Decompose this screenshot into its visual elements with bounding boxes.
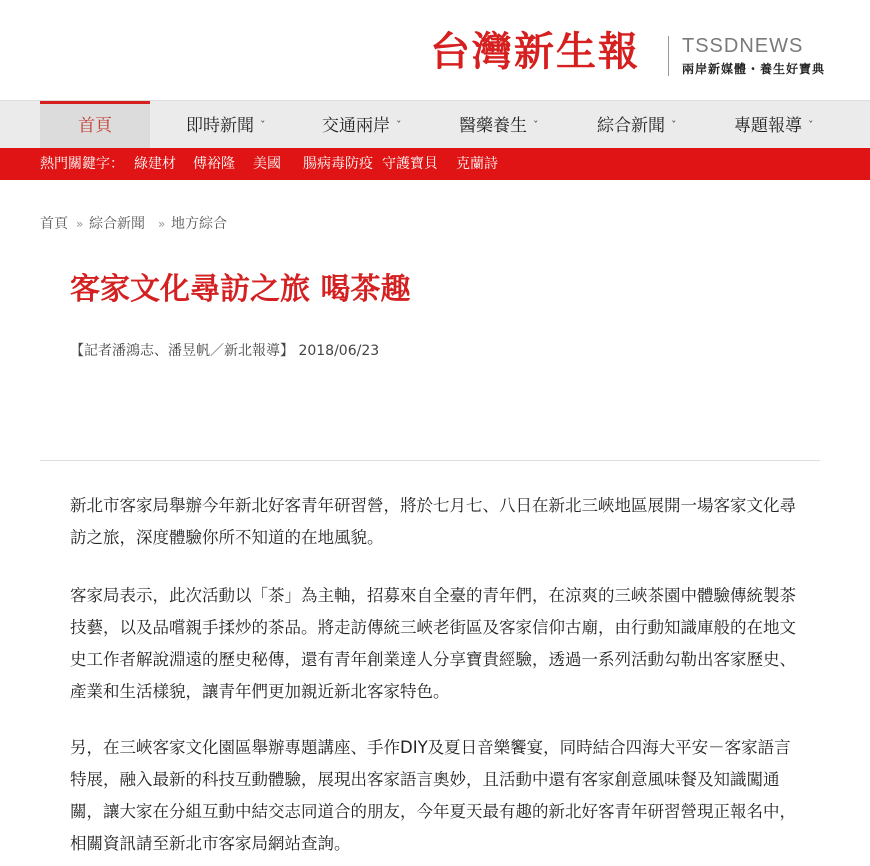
site-logo[interactable]: 台灣新生報 [430,28,640,75]
hot-keywords-label: 熱門關鍵字： [40,156,124,172]
brand-slogan: 兩岸新媒體・養生好寶典 [682,62,826,76]
breadcrumb-category[interactable]: 綜合新聞 [89,216,145,232]
article-byline: 【記者潘鴻志、潘昱帆／新北報導】 2018/06/23 [70,343,380,359]
nav-item-label: 即時新聞 [186,116,254,136]
chevron-down-icon: ˇ [671,119,677,132]
breadcrumb-subcategory[interactable]: 地方綜合 [171,216,227,232]
article-paragraph: 新北市客家局舉辦今年新北好客青年研習營，將於七月七、八日在新北三峽地區展開一場客家文化尋訪之旅，深度體驗你所不知道的在地風貌。 [70,496,796,547]
nav-item-label: 專題報導 [734,116,802,136]
logo-divider [668,36,669,76]
breadcrumb-separator-icon: » [158,217,166,231]
nav-item-realtime-news[interactable] [186,101,266,149]
chevron-down-icon: ˇ [260,119,266,132]
hot-keyword-link[interactable]: 綠建材 [134,156,176,172]
chevron-down-icon: ˇ [396,119,402,132]
hot-keywords-bar [0,148,870,180]
nav-item-cross-strait[interactable] [322,101,402,149]
article-title: 客家文化尋訪之旅 喝茶趣 [70,272,411,307]
breadcrumb-home[interactable]: 首頁 [40,216,68,232]
nav-item-features[interactable] [734,101,814,149]
article-paragraph: 客家局表示，此次活動以「茶」為主軸，招募來自全臺的青年們，在涼爽的三峽茶園中體驗傳統製茶技藝，以及品嚐親手揉炒的茶品。將走訪傳統三峽老街區及客家信仰古廟，由行動知識庫般的在地文史工作者解說淵遠的歷史秘傳，還有青年創業達人分享寶貴經驗，透過一系列活動勾勒出客家歷史、產業和生活樣貌，讓青年們更加親近新北客家特色。 [70,586,796,701]
hot-keyword-link[interactable]: 傅裕隆 [193,156,235,172]
nav-item-label: 醫藥養生 [459,116,527,136]
site-header [0,0,870,100]
nav-item-label: 首頁 [78,116,112,136]
nav-item-label: 交通兩岸 [322,116,390,136]
nav-item-general-news[interactable] [597,101,677,149]
hot-keyword-link[interactable]: 克蘭詩 [456,156,498,172]
chevron-down-icon: ˇ [808,119,814,132]
breadcrumb-separator-icon: » [76,217,84,231]
chevron-down-icon: ˇ [533,119,539,132]
hot-keyword-link[interactable]: 守護寶貝 [382,156,438,172]
main-nav [0,100,870,148]
article-paragraph: 另，在三峽客家文化園區舉辦專題講座、手作DIY及夏日音樂饗宴，同時結合四海大平安－客家語言特展，融入最新的科技互動體驗，展現出客家語言奧妙，且活動中還有客家創意風味餐及知識闖通關，讓大家在分組互動中結交志同道合的朋友，今年夏天最有趣的新北好客青年研習營現正報名中，相關資訊請至新北市客家局網站查詢。 [70,738,796,853]
nav-item-label: 綜合新聞 [597,116,665,136]
nav-item-home[interactable] [40,101,150,149]
divider [40,460,820,461]
hot-keyword-link[interactable]: 腸病毒防疫 [303,156,373,172]
hot-keyword-link[interactable]: 美國 [253,156,281,172]
nav-item-health[interactable] [459,101,539,149]
brand-name: TSSDNEWS [682,35,804,57]
